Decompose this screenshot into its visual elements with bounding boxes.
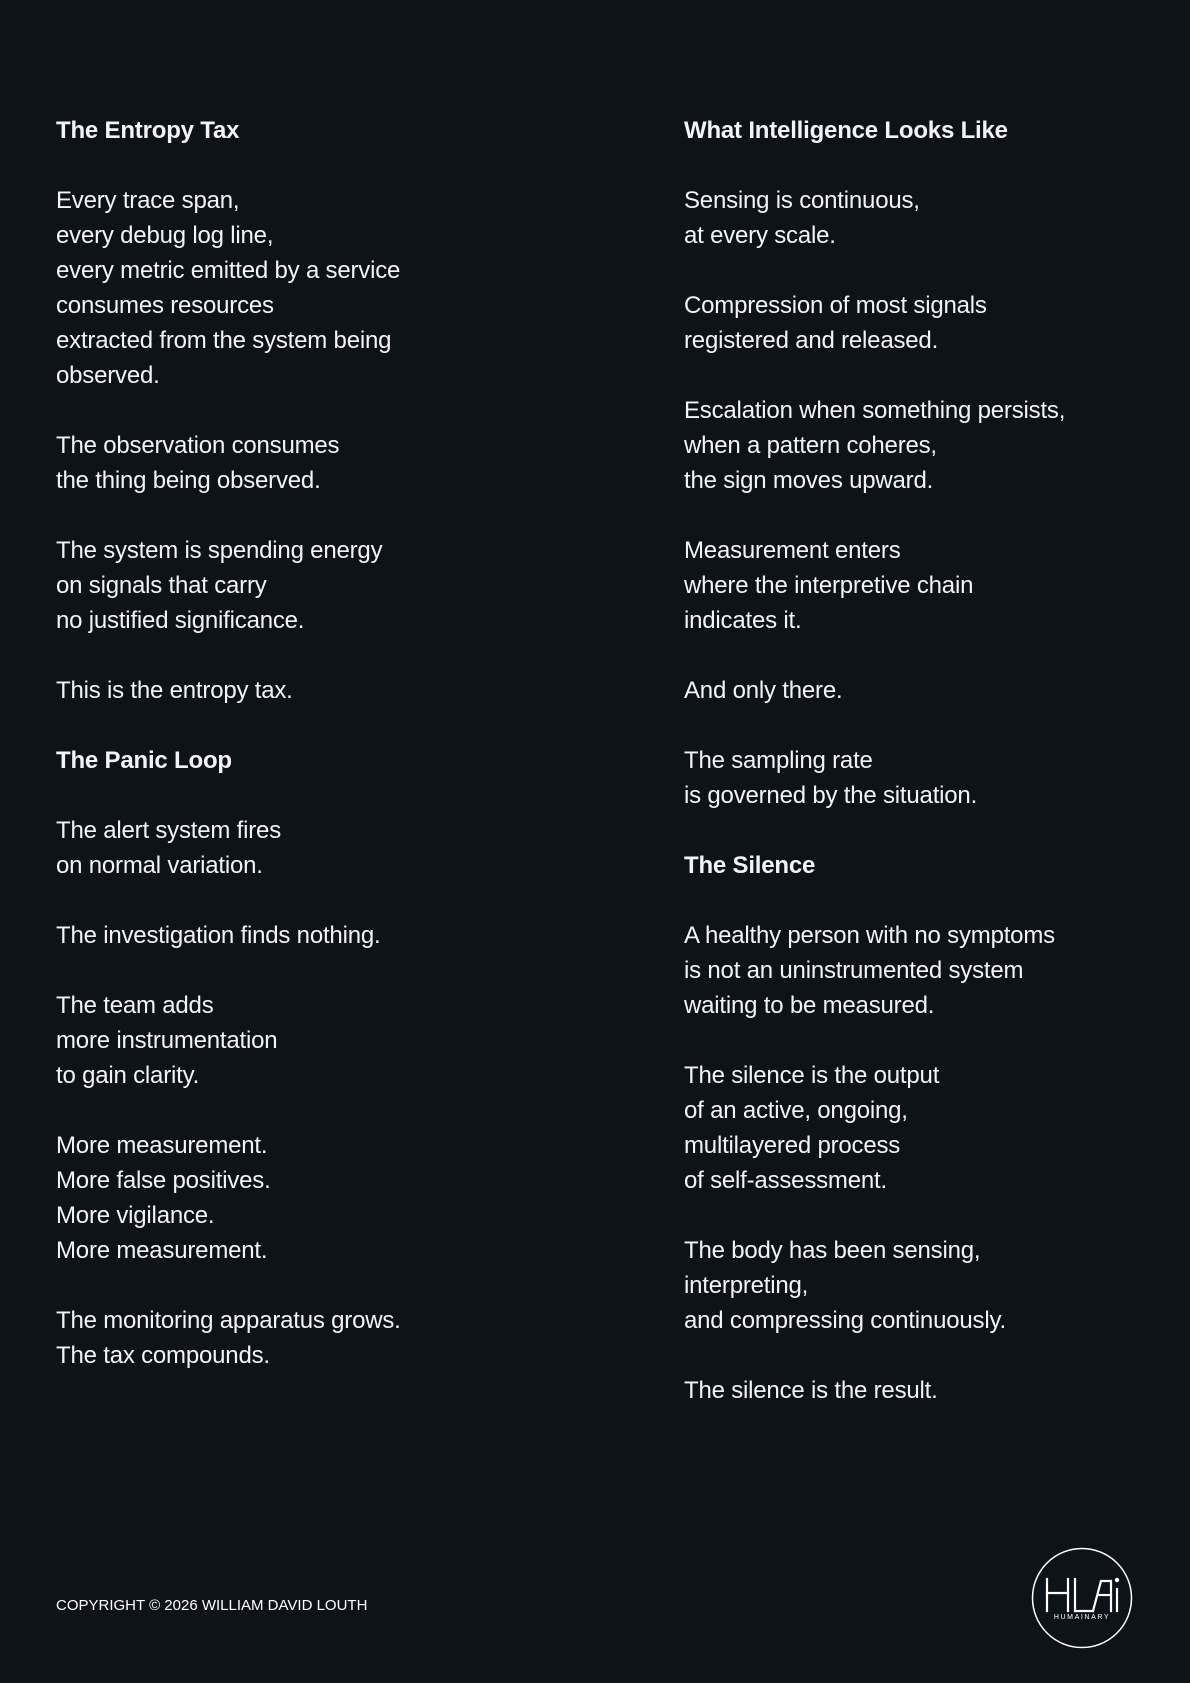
paragraph-line: of an active, ongoing, — [684, 1097, 908, 1124]
paragraph-line: Escalation when something persists, — [684, 397, 1066, 424]
paragraph-line: The silence is the output — [684, 1062, 940, 1089]
paragraph-line: Sensing is continuous, — [684, 187, 920, 214]
paragraph-line: on normal variation. — [56, 852, 263, 879]
paragraph-line: indicates it. — [684, 607, 802, 634]
paragraph-line: to gain clarity. — [56, 1062, 200, 1089]
paragraph — [684, 673, 1184, 708]
paragraph-line: Every trace span, — [56, 187, 240, 214]
paragraph — [56, 673, 556, 708]
paragraph — [56, 918, 556, 953]
paragraph-line: is not an uninstrumented system — [684, 957, 1024, 984]
paragraph — [684, 1058, 1184, 1198]
paragraph-line: The alert system fires — [56, 817, 281, 844]
paragraph — [56, 1128, 556, 1268]
section-title: The Panic Loop — [56, 747, 232, 774]
paragraph-line: Compression of most signals — [684, 292, 987, 319]
paragraph-line: on signals that carry — [56, 572, 267, 599]
paragraph-line: more instrumentation — [56, 1027, 278, 1054]
paragraph — [684, 393, 1184, 498]
paragraph — [56, 183, 556, 393]
paragraph — [684, 743, 1184, 813]
paragraph-line: The sampling rate — [684, 747, 873, 774]
humainary-logo-icon — [1031, 1547, 1133, 1649]
paragraph-line: waiting to be measured. — [684, 992, 935, 1019]
paragraph — [684, 918, 1184, 1023]
paragraph-line: A healthy person with no symptoms — [684, 922, 1055, 949]
paragraph-line: And only there. — [684, 677, 843, 704]
paragraph-line: interpreting, — [684, 1272, 809, 1299]
section-title: The Silence — [684, 852, 816, 879]
paragraph — [684, 1233, 1184, 1338]
paragraph-line: no justified significance. — [56, 607, 305, 634]
paragraph-line: the thing being observed. — [56, 467, 321, 494]
left-column — [56, 113, 556, 1408]
paragraph-line: The body has been sensing, — [684, 1237, 981, 1264]
paragraph-line: extracted from the system being — [56, 327, 392, 354]
copyright-notice: COPYRIGHT © 2026 WILLIAM DAVID LOUTH — [56, 1597, 368, 1614]
paragraph — [684, 533, 1184, 638]
paragraph-line: observed. — [56, 362, 160, 389]
paragraph — [56, 988, 556, 1093]
paragraph-line: of self-assessment. — [684, 1167, 887, 1194]
paragraph-line: at every scale. — [684, 222, 836, 249]
paragraph-line: The silence is the result. — [684, 1377, 938, 1404]
paragraph-line: every metric emitted by a service — [56, 257, 401, 284]
paragraph-line: The system is spending energy — [56, 537, 383, 564]
paragraph-line: registered and released. — [684, 327, 939, 354]
paragraph — [684, 288, 1184, 358]
section-title: What Intelligence Looks Like — [684, 117, 1008, 144]
paragraph-line: The tax compounds. — [56, 1342, 270, 1369]
paragraph-line: every debug log line, — [56, 222, 274, 249]
paragraph-line: The observation consumes — [56, 432, 340, 459]
paragraph-line: The team adds — [56, 992, 214, 1019]
paragraph-line: is governed by the situation. — [684, 782, 978, 809]
paragraph-line: The monitoring apparatus grows. — [56, 1307, 401, 1334]
paragraph — [56, 428, 556, 498]
paragraph-line: This is the entropy tax. — [56, 677, 293, 704]
section-title: The Entropy Tax — [56, 117, 240, 144]
paragraph-line: The investigation finds nothing. — [56, 922, 381, 949]
paragraph-line: consumes resources — [56, 292, 274, 319]
paragraph-line: More measurement. — [56, 1237, 268, 1264]
right-column — [684, 113, 1184, 1443]
paragraph — [684, 183, 1184, 253]
paragraph-line: where the interpretive chain — [684, 572, 974, 599]
logo-text: HUMAINARY — [1053, 1614, 1111, 1621]
paragraph — [56, 533, 556, 638]
paragraph-line: multilayered process — [684, 1132, 901, 1159]
paragraph-line: and compressing continuously. — [684, 1307, 1006, 1334]
paragraph-line: More vigilance. — [56, 1202, 215, 1229]
paragraph-line: More false positives. — [56, 1167, 271, 1194]
paragraph-line: Measurement enters — [684, 537, 901, 564]
paragraph — [56, 1303, 556, 1373]
paragraph — [56, 813, 556, 883]
paragraph-line: the sign moves upward. — [684, 467, 934, 494]
paragraph-line: More measurement. — [56, 1132, 268, 1159]
paragraph — [684, 1373, 1184, 1408]
paragraph-line: when a pattern coheres, — [684, 432, 937, 459]
